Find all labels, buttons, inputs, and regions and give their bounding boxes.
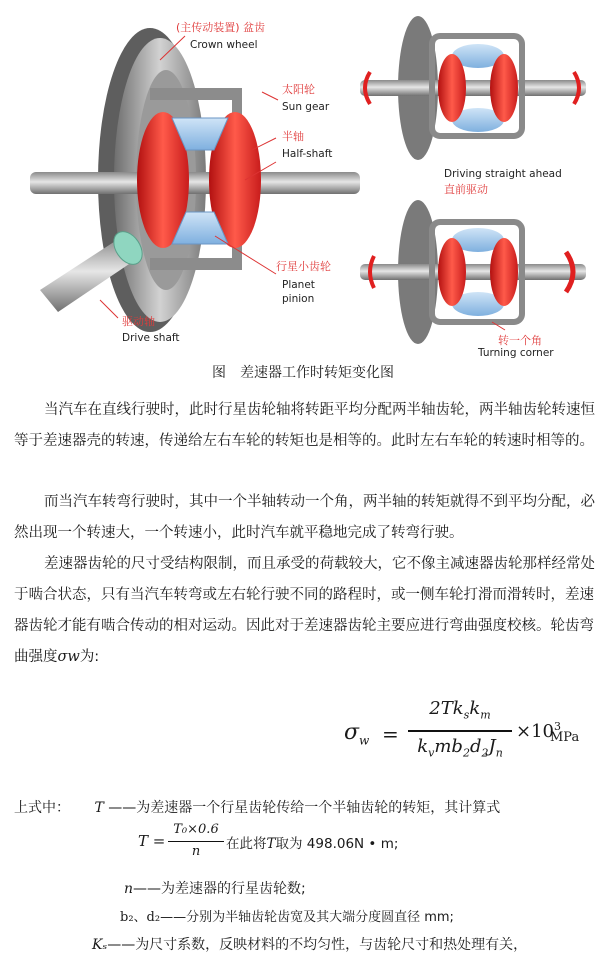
- definition-k: [92, 934, 527, 954]
- t-description: ——为差速器一个行星齿轮传给一个半轴齿轮的转矩，其计算式: [108, 800, 501, 816]
- paragraph-turning: 而当汽车转弯行驶时，其中一个半轴转动一个角，两半轴的转矩就得不到平均分配，必然出现一个转速大，一个转速小，此时汽车就平稳地完成了转弯行驶。: [14, 494, 595, 541]
- paragraph-bending-text: 差速器齿轮的尺寸受结构限制，而且承受的荷载较大，它不像主减速器齿轮那样经常处于啮合状态，只有当汽车转弯或左右轮行驶不同的路程时，或一侧车轮打滑而滑转时，差速器齿轮才能有啮合传动的相对运动。因此对于差速器齿轮主要应进行弯曲强度校核。轮齿弯曲强度: [14, 556, 595, 665]
- t-formula-lhs: T =: [138, 832, 166, 850]
- definition-t: [14, 797, 500, 817]
- planet-pinion-label-cn: 行星小齿轮: [276, 260, 331, 273]
- n-symbol: n: [124, 881, 134, 897]
- planet-pinion-label-en-2: pinion: [282, 293, 315, 305]
- formula-multiplier: $\times 10^3$: [516, 720, 561, 742]
- paragraph-bending-tail: 为:: [79, 649, 100, 665]
- half-shaft-label-cn: 半轴: [282, 130, 304, 143]
- bending-stress-formula: [330, 696, 600, 770]
- crown-wheel-label-en: Crown wheel: [190, 39, 258, 51]
- definition-b: [120, 906, 454, 925]
- differential-diagram: [0, 0, 606, 359]
- t-formula-denominator: n: [191, 844, 201, 859]
- crown-wheel-label-cn: (主传动装置) 盆齿: [176, 21, 266, 34]
- formula-numerator: $2Tk_sk_m$: [429, 698, 491, 722]
- definitions-intro: 上式中：: [14, 800, 70, 816]
- turning-label-en: Turning corner: [478, 347, 554, 359]
- formula-lhs-sub: w: [359, 733, 370, 748]
- definition-n: [124, 878, 306, 898]
- t-formula-numerator: T₀×0.6: [173, 822, 219, 837]
- k-description: ——为尺寸系数，反映材料的不均匀性，与齿轮尺寸和热处理有关，: [107, 937, 528, 953]
- formula-unit: MPa: [550, 730, 580, 745]
- b-symbol: b₂、d₂: [120, 910, 161, 925]
- drive-shaft-label-en: Drive shaft: [122, 332, 180, 344]
- t-formula-tail: 在此将T取为 498.06N • m;: [226, 836, 399, 852]
- turning-diagram: [360, 200, 586, 344]
- b-description: ——分别为半轴齿轮齿宽及其大端分度圆直径 mm;: [160, 910, 454, 925]
- turning-label-cn: 转一个角: [498, 334, 542, 347]
- k-symbol: Kₛ: [92, 937, 108, 953]
- formula-lhs: σ: [344, 720, 360, 745]
- t-symbol: T: [94, 800, 104, 816]
- formula-fraction-bar: [408, 730, 512, 732]
- planet-pinion-label-en-1: Planet: [282, 279, 315, 291]
- sun-gear-label-cn: 太阳轮: [282, 83, 315, 96]
- drive-shaft-label-cn: 驱动轴: [122, 315, 155, 328]
- paragraph-bending-strength: [14, 549, 598, 673]
- sigma-w-symbol: σw: [57, 649, 80, 665]
- straight-label-en: Driving straight ahead: [444, 168, 562, 180]
- formula-denominator: $k_vmb_2d_2J_n$: [417, 736, 503, 760]
- t-formula-bar: [168, 841, 224, 842]
- n-description: ——为差速器的行星齿轮数;: [133, 881, 306, 897]
- straight-label-cn: 直前驱动: [444, 183, 488, 196]
- half-shaft-label-en: Half-shaft: [282, 148, 333, 160]
- straight-driving-diagram: [360, 16, 586, 160]
- paragraph-straight-driving: 当汽车在直线行驶时，此时行星齿轮轴将转距平均分配两半轴齿轮，两半轴齿轮转速恒等于差速器壳的转速，传递给左右车轮的转矩也是相等的。此时左右车轮的转速时相等的。: [14, 402, 595, 449]
- formula-equals: =: [382, 722, 399, 746]
- figure-caption: 图 差速器工作时转矩变化图: [212, 365, 394, 381]
- sun-gear-label-en: Sun gear: [282, 101, 330, 113]
